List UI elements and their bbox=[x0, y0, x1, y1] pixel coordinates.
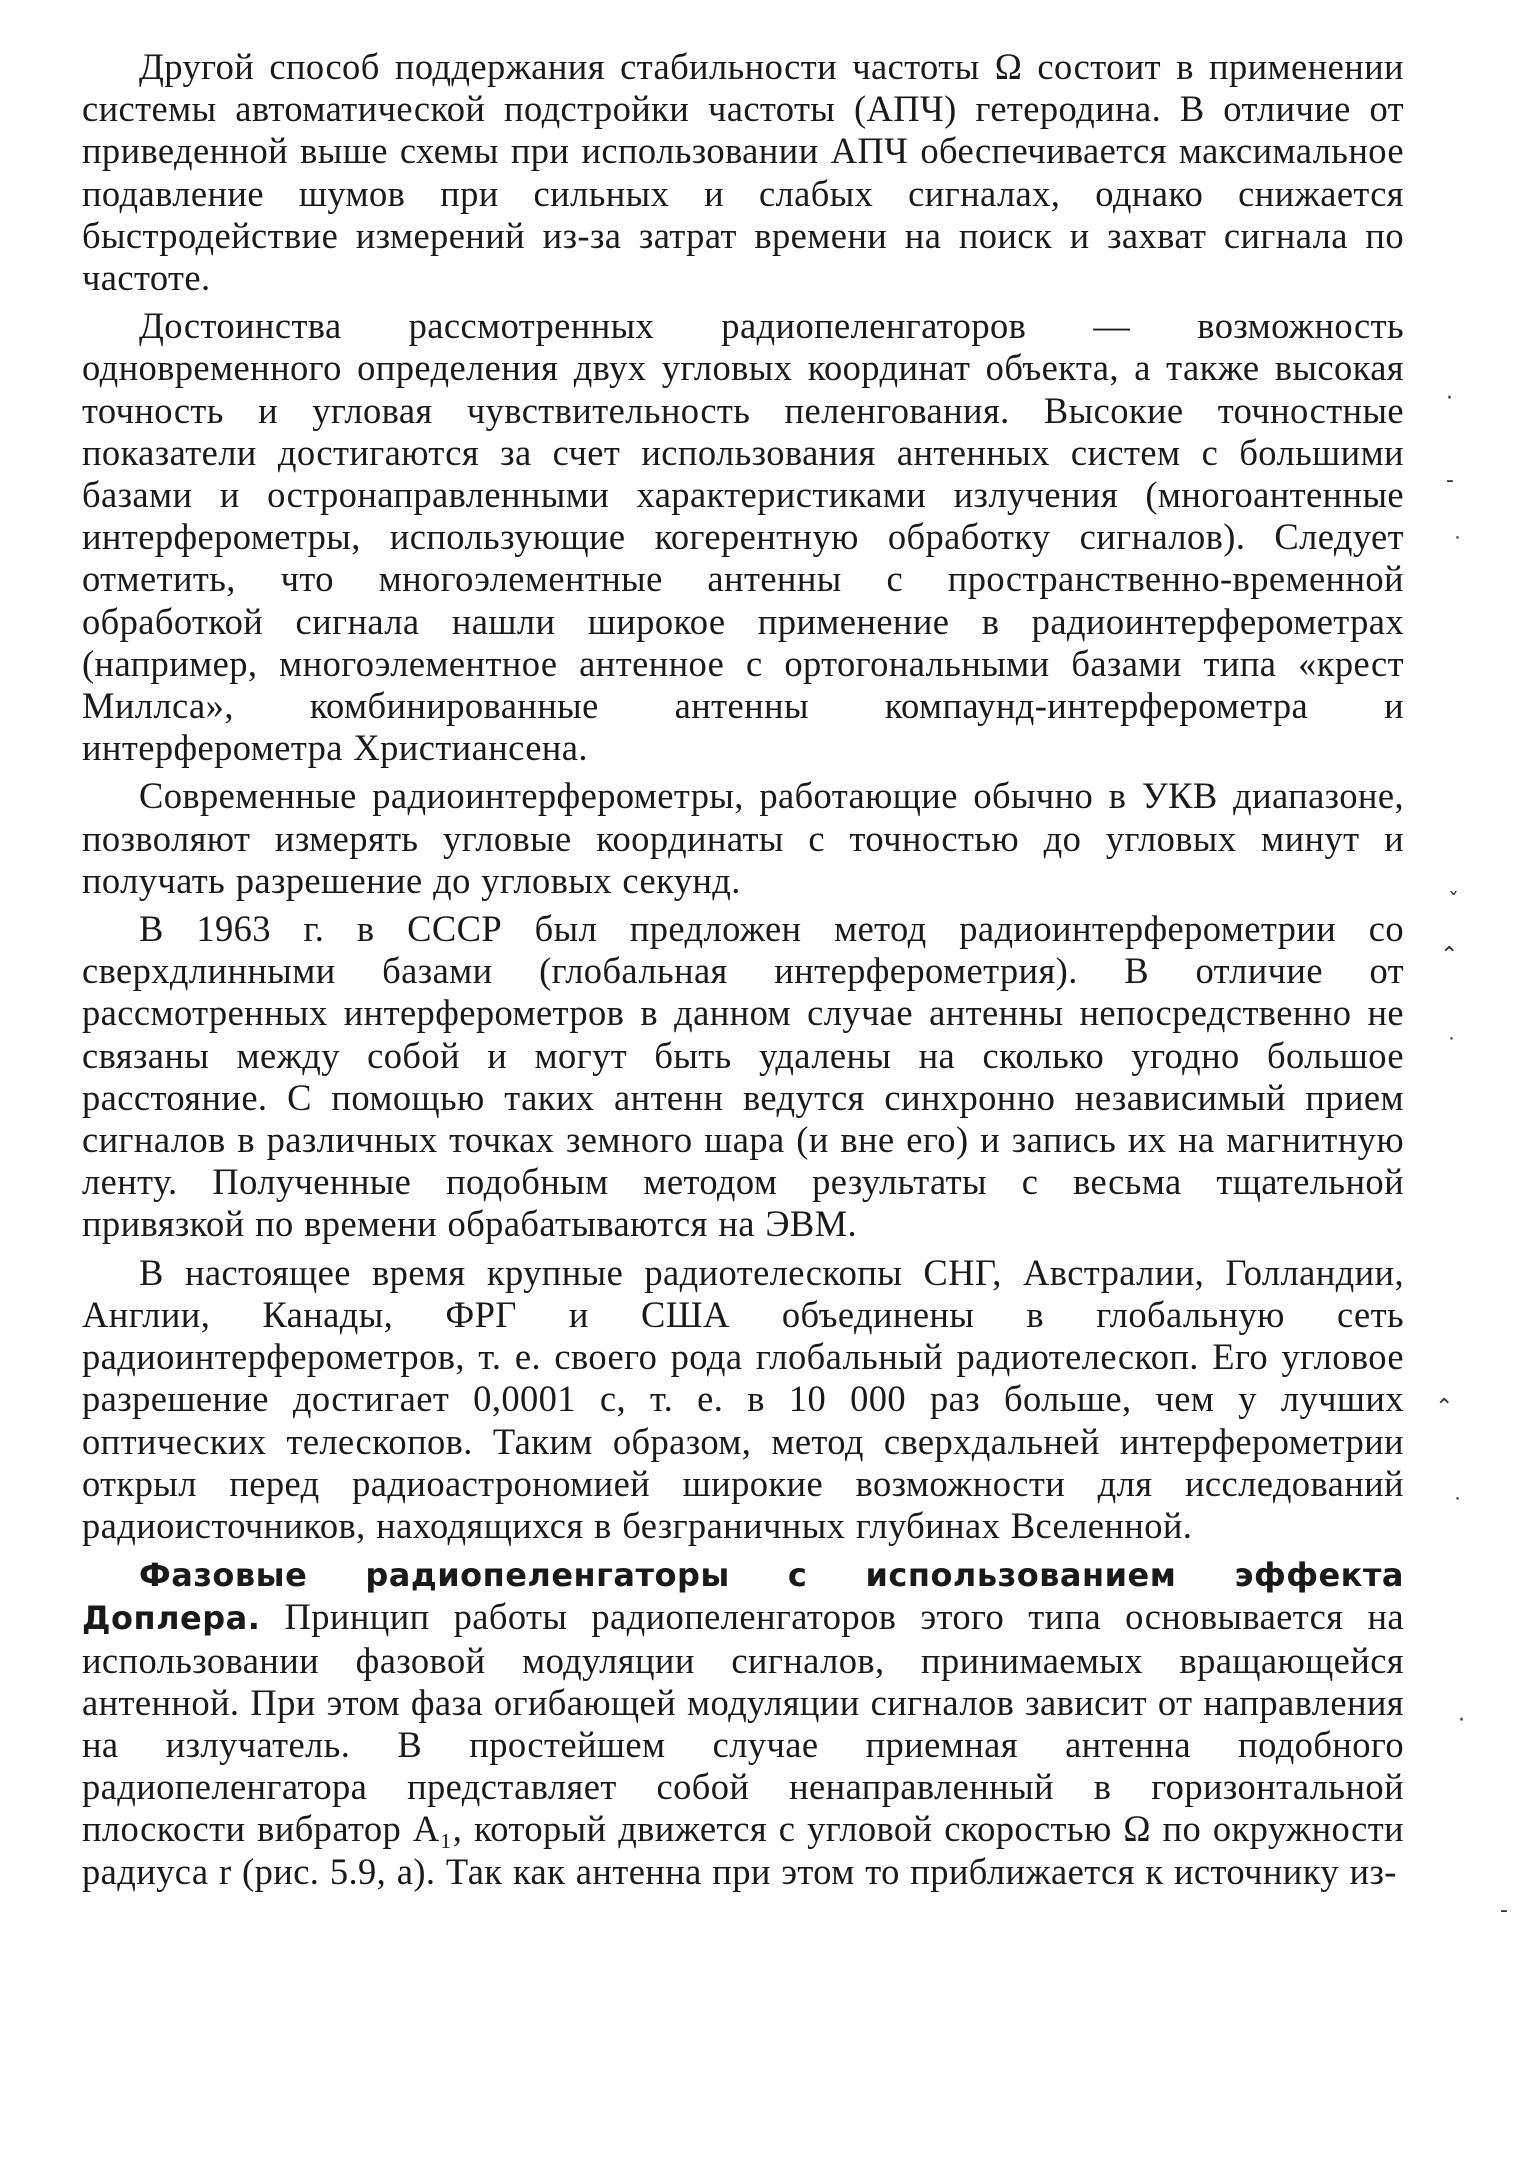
scan-speck: ⌃ bbox=[1435, 1395, 1454, 1420]
scan-speck: ˙ bbox=[1452, 1495, 1463, 1520]
paragraph-global-network: В настоящее время крупные радиотелескопы СНГ, Австралии, Голландии, Англии, Канады, ФРГ и США объединены в глобальную сеть радиоинтерферометров, т. е. своего рода глобальный радиотелескоп. Его угловое разрешение достигает 0,0001 с, т. е. в 10 000 раз больше, чем у лучших оптических телескопов. Таким образом, метод сверхдальней интерферометрии открыл перед радиоастрономией широкие возможности для исследований радиоисточников, находящихся в безграничных глубинах Вселенной. bbox=[82, 1251, 1404, 1546]
scan-speck: ‐ bbox=[1446, 468, 1454, 493]
scan-speck: ˙ bbox=[1446, 1035, 1457, 1060]
scan-speck: ‐ bbox=[1500, 1898, 1508, 1923]
scan-speck: · bbox=[1446, 386, 1453, 411]
scan-speck: ⌃ bbox=[1440, 943, 1459, 968]
scan-speck: ˇ bbox=[1448, 890, 1459, 915]
scan-speck: ˙ bbox=[1452, 534, 1463, 559]
paragraph-doppler-direction-finders bbox=[82, 1553, 1404, 1893]
section-heading-doppler: Фазовые радиопеленгаторы с использованием эффекта Доплера. bbox=[82, 1556, 1404, 1638]
paragraph-vlbi-1963: В 1963 г. в СССР был предложен метод радиоинтерферометрии со сверхдлинными базами (глобальная интерферометрия). В отличие от рассмотренных интерферометров в данном случае антенны непосредственно не связаны между собой и могут быть удалены на сколько угодно большое расстояние. С помощью таких антенн ведутся синхронно независимый прием сигналов в различных точках земного шара (и вне его) и запись их на магнитную ленту. Полученные подобным методом результаты с весьма тщательной привязкой по времени обрабатываются на ЭВМ. bbox=[82, 908, 1404, 1245]
paragraph-advantages: Достоинства рассмотренных радиопеленгаторов — возможность одновременного определения двух угловых координат объекта, а также высокая точность и угловая чувствительность пеленгования. Высокие точностные показатели достигаются за счет использования антенных систем с большими базами и остронаправленными характеристиками излучения (многоантенные интерферометры, использующие когерентную обработку сигналов). Следует отметить, что многоэлементные антенны с пространственно-временной обработкой сигнала нашли широкое применение в радиоинтерферометрах (например, многоэлементное антенное с ортогональными базами типа «крест Миллса», комбинированные антенны компаунд-интерферометра и интерферометра Христиансена. bbox=[82, 305, 1404, 769]
scan-speck: · bbox=[1458, 1708, 1465, 1733]
paragraph-doppler-body: Принцип работы радиопеленгаторов этого типа основывается на использовании фазовой модуляции сигналов, принимаемых вращающейся антенной. При этом фаза огибающей модуляции сигналов зависит от направления на излучатель. В простейшем случае приемная антенна подобного радиопеленгатора представляет собой ненаправленный в горизонтальной плоскости вибратор A₁, который движется с угловой скоростью Ω по окружности радиуса r (рис. 5.9, а). Так как антенна при этом то приближается к источнику из- bbox=[82, 1596, 1404, 1892]
paragraph-modern-interferometers: Современные радиоинтерферометры, работающие обычно в УКВ диапазоне, позволяют измерять угловые координаты с точностью до угловых минут и получать разрешение до угловых секунд. bbox=[82, 775, 1404, 901]
document-page bbox=[82, 46, 1404, 1893]
paragraph-afc-method: Другой способ поддержания стабильности частоты Ω состоит в применении системы автоматической подстройки частоты (АПЧ) гетеродина. В отличие от приведенной выше схемы при использовании АПЧ обеспечивается максимальное подавление шумов при сильных и слабых сигналах, однако снижается быстродействие измерений из-за затрат времени на поиск и захват сигнала по частоте. bbox=[82, 46, 1404, 299]
